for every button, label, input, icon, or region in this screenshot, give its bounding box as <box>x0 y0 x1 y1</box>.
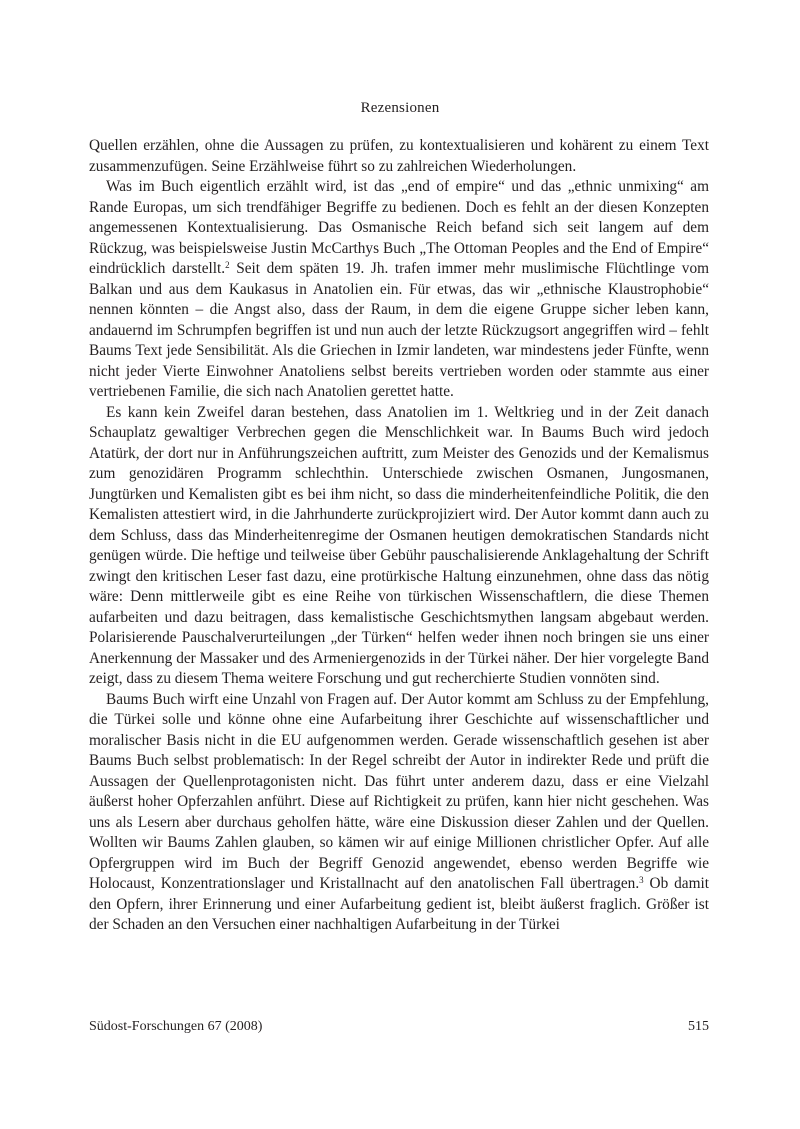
paragraph-text: Es kann kein Zweifel daran bestehen, dass Anatolien im 1. Weltkrieg und in der Zeit danach Schauplatz gewaltiger Verbrechen gegen die Menschlichkeit war. In Baums Buch wird jedoch Atatürk, der dort nur in Anführungszeichen auftritt, zum Meister des Genozids und der Kemalismus zum genozidären Programm schlechthin. Unterschiede zwischen Osmanen, Jungosmanen, Jungtürken und Kemalisten gibt es bei ihm nicht, so dass die minderheitenfeindliche Politik, die den Kemalisten attestiert wird, in die Jahrhunderte zurückprojiziert wird. Der Autor kommt dann auch zu dem Schluss, dass das Minderheitenregime der Osmanen heutigen demokratischen Standards nicht genügen würde. Die heftige und teilweise über Gebühr pauschalisierende Anklagehaltung der Schrift zwingt den kritischen Leser fast dazu, eine protürkische Haltung einzunehmen, ohne dass das nötig wäre: Denn mittlerweile gibt es eine Reihe von türkischen Wissenschaftlern, die diese Themen aufarbeiten und dazu beitragen, dass kemalistische Geschichtsmythen langsam abgebaut werden. Polarisierende Pauschalverurteilungen „der Türken“ helfen weder ihnen noch bringen sie uns einer Anerkennung der Massaker und des Armeniergenozids in der Türkei näher. Der hier vorgelegte Band zeigt, dass zu diesem Thema weitere Forschung und gut recherchierte Studien vonnöten sind. <box>89 403 709 687</box>
paragraph-text: Ob damit den Opfern, ihrer Erinnerung und einer Aufarbeitung gedient ist, bleibt äußerst fraglich. Größer ist der Schaden an den Versuchen einer nachhaltigen Aufarbeitung in der Türkei <box>89 875 709 933</box>
paragraph-text: Was im Buch eigentlich erzählt wird, ist das „end of empire“ und das „ethnic unmixing“ am Rande Europas, um sich trendfähiger Begriffe zu bedienen. Doch es fehlt an der diesen Konzepten angemessenen Kontextualisierung. Das Osmanische Reich befand sich seit langem auf dem Rückzug, was beispielsweise Justin McCarthys Buch „The Ottoman Peoples and the End of Empire“ eindrücklich darstellt. <box>89 178 709 277</box>
paragraph <box>89 690 709 936</box>
journal-citation: Südost-Forschungen 67 (2008) <box>89 1019 263 1034</box>
page-number: 515 <box>688 1019 709 1034</box>
paragraph <box>89 136 709 177</box>
paragraph-text: Baums Buch wirft eine Unzahl von Fragen auf. Der Autor kommt am Schluss zu der Empfehlung, die Türkei solle und könne ohne eine Aufarbeitung ihrer Geschichte auf wissenschaftlicher und moralischer Basis nicht in die EU aufgenommen werden. Gerade wissenschaftlich gesehen ist aber Baums Buch selbst problematisch: In der Regel schreibt der Autor in indirekter Rede und prüft die Aussagen der Quellenprotagonisten nicht. Das führt unter anderem dazu, dass er eine Vielzahl äußerst hoher Opferzahlen anführt. Diese auf Richtigkeit zu prüfen, kann hier nicht geschehen. Was uns als Lesern aber durchaus geholfen hätte, wäre eine Diskussion dieser Zahlen und der Quellen. Wollten wir Baums Zahlen glauben, so kämen wir auf einige Millionen christlicher Opfer. Auf alle Opfergruppen wird im Buch der Begriff Genozid angewendet, ebenso werden Begriffe wie Holocaust, Konzentrationslager und Kristallnacht auf den anatolischen Fall übertragen. <box>89 690 709 892</box>
running-header: Rezensionen <box>360 100 440 116</box>
article-body <box>89 136 709 936</box>
footnote-marker: 3 <box>639 875 644 885</box>
paragraph <box>89 177 709 403</box>
paragraph-text: Seit dem späten 19. Jh. trafen immer mehr muslimische Flüchtlinge vom Balkan und aus dem Kaukasus in Anatolien ein. Für etwas, das wir „ethnische Klaustrophobie“ nennen könnten – die Angst also, dass der Raum, in dem die eigene Gruppe sicher leben kann, andauernd im Schrumpfen begriffen ist und nun auch der letzte Rückzugsort angegriffen wird – fehlt Baums Text jede Sensibilität. Als die Griechen in Izmir landeten, war mindestens jeder Fünfte, wenn nicht jeder Vierte Einwohner Anatoliens selbst bereits vertrieben worden oder stammte aus einer vertriebenen Familie, die sich nach Anatolien gerettet hatte. <box>89 260 709 400</box>
paragraph-text: Quellen erzählen, ohne die Aussagen zu prüfen, zu kontextualisieren und kohärent zu einem Text zusammenzufügen. Seine Erzählweise führt so zu zahlreichen Wiederholungen. <box>89 137 709 175</box>
footnote-marker: 2 <box>225 260 230 270</box>
paragraph <box>89 403 709 690</box>
